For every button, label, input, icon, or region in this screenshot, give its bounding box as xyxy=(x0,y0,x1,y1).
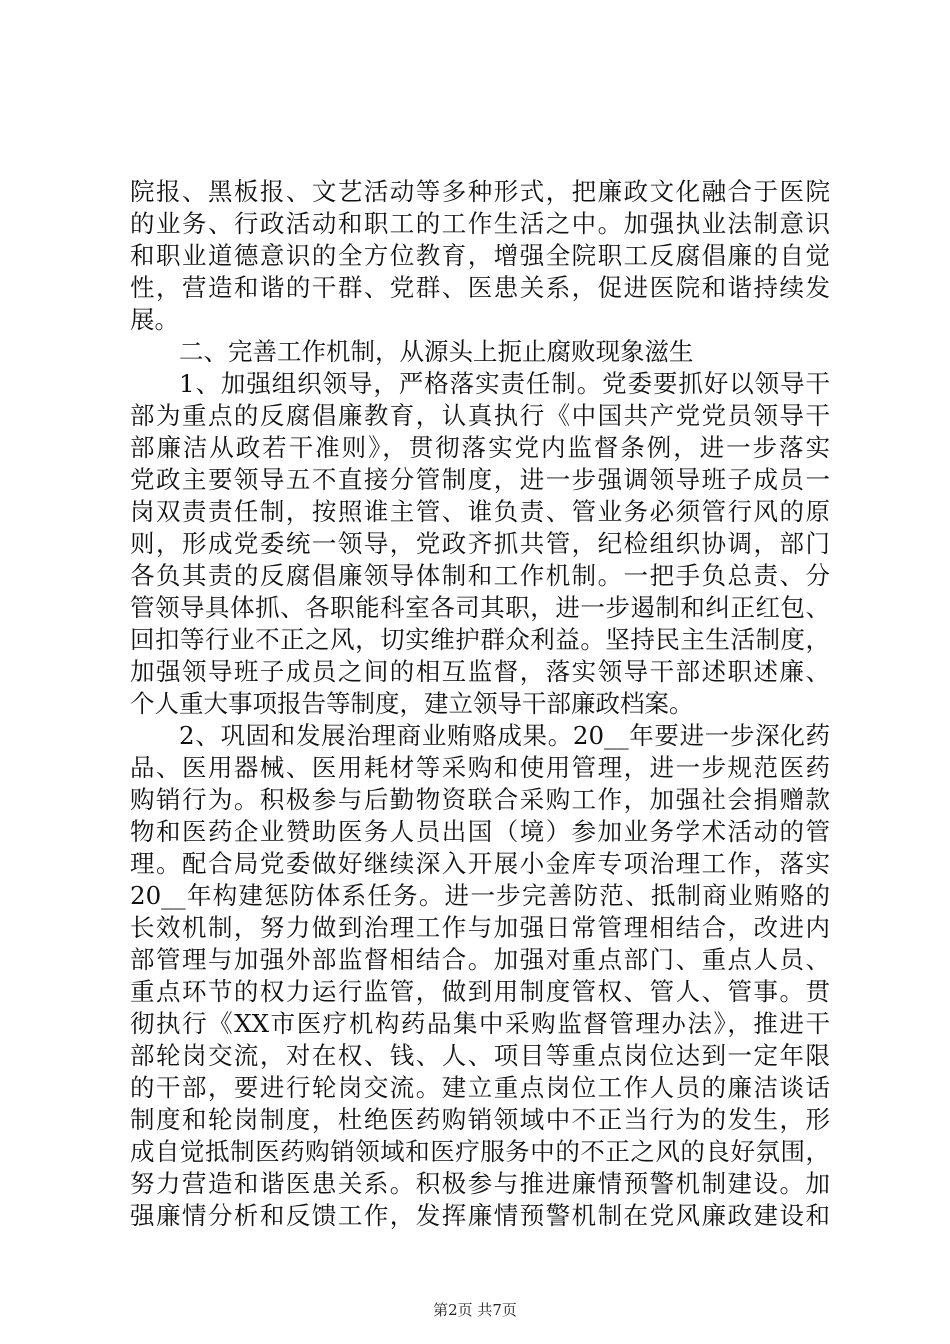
text-line: 物和医药企业赞助医务人员出国（境）参加业务学术活动的管 xyxy=(130,817,830,846)
text-line: 强廉情分析和反馈工作，发挥廉情预警机制在党风廉政建设和 xyxy=(130,1201,830,1230)
text-line: 理。配合局党委做好继续深入开展小金库专项治理工作，落实 xyxy=(130,849,830,878)
text-line: 制度和轮岗制度，杜绝医药购销领域中不正当行为的发生，形 xyxy=(130,1105,830,1134)
page-footer: 第2页 共7页 xyxy=(433,1301,517,1319)
text-line: 院报、黑板报、文艺活动等多种形式，把廉政文化融合于医院 xyxy=(130,177,830,206)
text-line: 各负其责的反腐倡廉领导体制和工作机制。一把手负总责、分 xyxy=(130,561,830,590)
text-line: 成自觉抵制医药购销领域和医疗服务中的不正之风的良好氛围， xyxy=(130,1137,830,1166)
text-line: 部廉洁从政若干准则》，贯彻落实党内监督条例，进一步落实 xyxy=(130,433,830,462)
text-line: 长效机制，努力做到治理工作与加强日常管理相结合，改进内 xyxy=(130,913,830,942)
text-line: 二、完善工作机制，从源头上扼止腐败现象滋生 xyxy=(179,337,694,366)
text-line: 个人重大事项报告等制度，建立领导干部廉政档案。 xyxy=(130,689,694,718)
text-line: 部管理与加强外部监督相结合。加强对重点部门、重点人员、 xyxy=(130,945,830,974)
text-line: 努力营造和谐医患关系。积极参与推进廉情预警机制建设。加 xyxy=(130,1169,830,1198)
text-line: 的干部，要进行轮岗交流。建立重点岗位工作人员的廉洁谈话 xyxy=(130,1073,830,1102)
text-line: 2、巩固和发展治理商业贿赂成果。20__年要进一步深化药 xyxy=(179,721,830,750)
text-line: 加强领导班子成员之间的相互监督，落实领导干部述职述廉、 xyxy=(130,657,830,686)
text-line: 部为重点的反腐倡廉教育，认真执行《中国共产党党员领导干 xyxy=(130,401,830,430)
text-line: 回扣等行业不正之风，切实维护群众利益。坚持民主生活制度， xyxy=(130,625,830,654)
text-line: 则，形成党委统一领导，党政齐抓共管，纪检组织协调，部门 xyxy=(130,529,830,558)
text-line: 20__年构建惩防体系任务。进一步完善防范、抵制商业贿赂的 xyxy=(130,881,830,910)
text-line: 的业务、行政活动和职工的工作生活之中。加强执业法制意识 xyxy=(130,209,830,238)
text-line: 品、医用器械、医用耗材等采购和使用管理，进一步规范医药 xyxy=(130,753,830,782)
text-line: 彻执行《XX市医疗机构药品集中采购监督管理办法》，推进干 xyxy=(130,1009,830,1038)
text-line: 购销行为。积极参与后勤物资联合采购工作，加强社会捐赠款 xyxy=(130,785,830,814)
text-line: 重点环节的权力运行监管，做到用制度管权、管人、管事。贯 xyxy=(130,977,830,1006)
text-line: 党政主要领导五不直接分管制度，进一步强调领导班子成员一 xyxy=(130,465,830,494)
text-line: 岗双责责任制，按照谁主管、谁负责、管业务必须管行风的原 xyxy=(130,497,830,526)
text-line: 管领导具体抓、各职能科室各司其职，进一步遏制和纠正红包、 xyxy=(130,593,830,622)
text-line: 性，营造和谐的干群、党群、医患关系，促进医院和谐持续发 xyxy=(130,273,830,302)
text-line: 1、加强组织领导，严格落实责任制。党委要抓好以领导干 xyxy=(179,369,830,398)
text-line: 和职业道德意识的全方位教育，增强全院职工反腐倡廉的自觉 xyxy=(130,241,830,270)
text-line: 部轮岗交流，对在权、钱、人、项目等重点岗位达到一定年限 xyxy=(130,1041,830,1070)
text-line: 展。 xyxy=(130,305,179,334)
document-body xyxy=(130,176,830,1232)
